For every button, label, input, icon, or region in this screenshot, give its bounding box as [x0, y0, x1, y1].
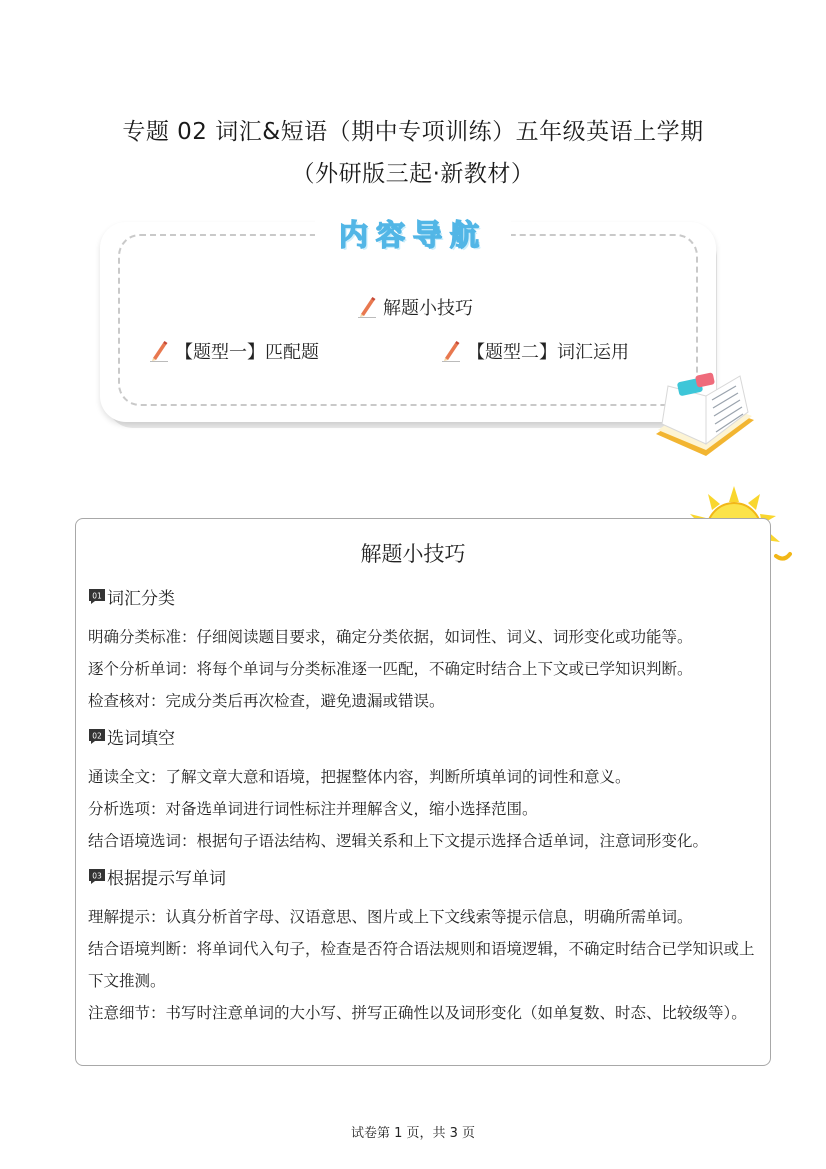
nav-item-label: 【题型一】匹配题 [175, 342, 319, 363]
page-title: 专题 02 词汇&短语（期中专项训练）五年级英语上学期 [122, 119, 704, 145]
svg-text:03: 03 [92, 871, 102, 881]
pencil-icon [149, 340, 169, 362]
paragraph: 检查核对：完成分类后再次检查，避免遗漏或错误。 [88, 692, 445, 710]
pencil-icon [357, 296, 377, 318]
number-badge-icon [88, 868, 106, 885]
svg-text:01: 01 [92, 591, 102, 601]
paragraph: 逐个分析单词：将每个单词与分类标准逐一匹配，不确定时结合上下文或已学知识判断。 [88, 660, 693, 678]
paragraph: 结合语境选词：根据句子语法结构、逻辑关系和上下文提示选择合适单词，注意词形变化。 [88, 832, 709, 850]
nav-heading: 内容导航 [315, 215, 511, 255]
open-book-icon [648, 372, 760, 462]
nav-card-dashed-border [118, 234, 698, 406]
section-heading-2 [88, 724, 175, 749]
section-heading-text: 词汇分类 [107, 589, 175, 609]
nav-item-label: 【题型二】词汇运用 [467, 342, 629, 363]
number-badge-icon [88, 728, 106, 745]
section-heading-text: 根据提示写单词 [107, 869, 226, 889]
number-badge-icon [88, 588, 106, 605]
paragraph: 注意细节：书写时注意单词的大小写、拼写正确性以及词形变化（如单复数、时态、比较级等）。 [88, 1004, 747, 1022]
nav-item-type2[interactable] [441, 338, 629, 364]
section-heading-text: 选词填空 [107, 729, 175, 749]
svg-text:02: 02 [92, 731, 102, 741]
page-subtitle: （外研版三起·新教材） [291, 161, 535, 187]
paragraph: 分析选项：对备选单词进行词性标注并理解含义，缩小选择范围。 [88, 800, 538, 818]
pencil-icon [441, 340, 461, 362]
page-footer: 试卷第 1 页，共 3 页 [350, 1126, 476, 1141]
nav-item-label: 解题小技巧 [383, 298, 473, 319]
section-heading-3 [88, 864, 226, 889]
tips-title: 解题小技巧 [360, 542, 466, 566]
nav-item-type1[interactable] [149, 338, 319, 364]
nav-item-tips[interactable] [357, 294, 473, 320]
section-heading-1 [88, 584, 175, 609]
paragraph: 结合语境判断：将单词代入句子，检查是否符合语法规则和语境逻辑，不确定时结合已学知识或上下文推测。 [88, 940, 755, 990]
paragraph: 通读全文：了解文章大意和语境，把握整体内容，判断所填单词的词性和意义。 [88, 768, 631, 786]
paragraph: 明确分类标准：仔细阅读题目要求，确定分类依据，如词性、词义、词形变化或功能等。 [88, 628, 693, 646]
paragraph: 理解提示：认真分析首字母、汉语意思、图片或上下文线索等提示信息，明确所需单词。 [88, 908, 693, 926]
